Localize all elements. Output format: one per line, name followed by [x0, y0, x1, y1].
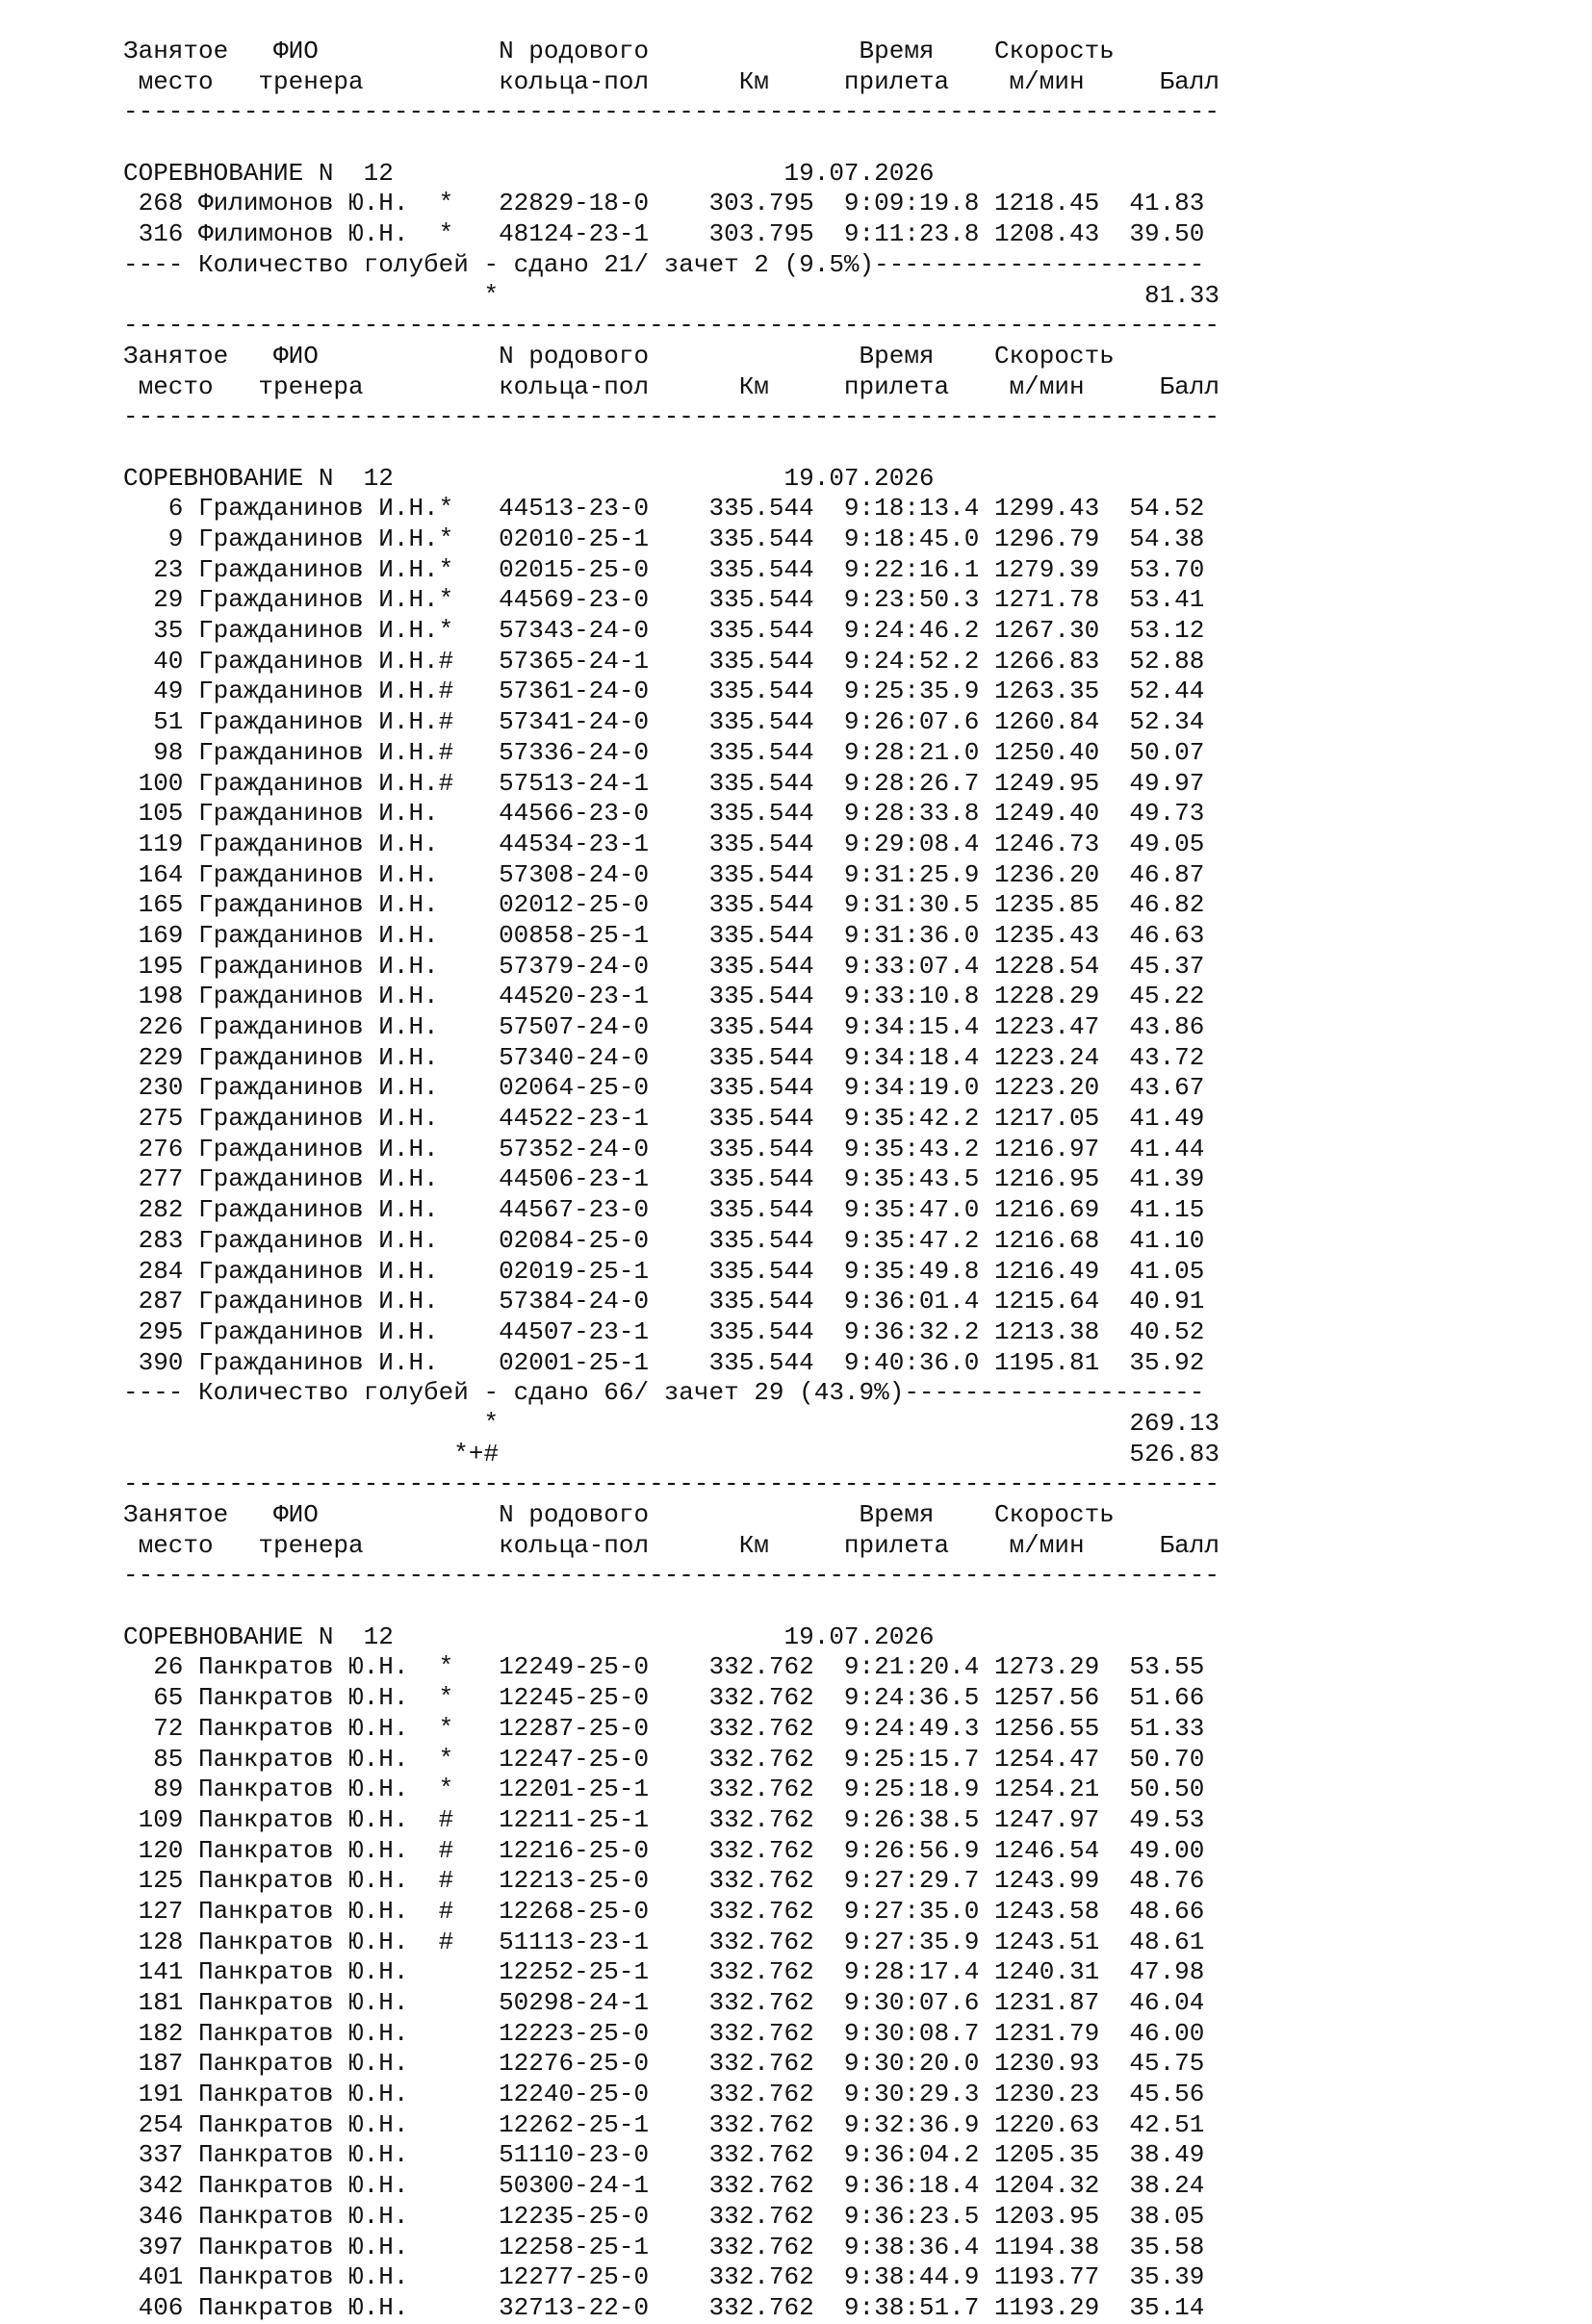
result-row: 6 Гражданинов И.Н.* 44513-23-0 335.544 9:18:13.4 1299.43 54.52: [123, 494, 1205, 524]
result-row: 229 Гражданинов И.Н. 57340-24-0 335.544 9:34:18.4 1223.24 43.72: [123, 1042, 1205, 1072]
points-total: * 269.13: [123, 1408, 1220, 1438]
result-row: 100 Гражданинов И.Н.# 57513-24-1 335.544 9:28:26.7 1249.95 49.97: [123, 768, 1205, 798]
result-row: 182 Панкратов Ю.Н. 12223-25-0 332.762 9:30:08.7 1231.79 46.00: [123, 2018, 1205, 2048]
competition-line: СОРЕВНОВАНИЕ N 12 19.07.2026: [123, 463, 935, 493]
result-row: 125 Панкратов Ю.Н. # 12213-25-0 332.762 9:27:29.7 1243.99 48.76: [123, 1866, 1205, 1896]
result-row: 165 Гражданинов И.Н. 02012-25-0 335.544 9:31:30.5 1235.85 46.82: [123, 890, 1205, 920]
result-row: 26 Панкратов Ю.Н. * 12249-25-0 332.762 9:21:20.4 1273.29 53.55: [123, 1652, 1205, 1682]
result-row: 40 Гражданинов И.Н.# 57365-24-1 335.544 9:24:52.2 1266.83 52.88: [123, 646, 1205, 676]
result-row: 35 Гражданинов И.Н.* 57343-24-0 335.544 9:24:46.2 1267.30 53.12: [123, 616, 1205, 646]
competition-line: СОРЕВНОВАНИЕ N 12 19.07.2026: [123, 158, 935, 188]
result-row: 226 Гражданинов И.Н. 57507-24-0 335.544 9:34:15.4 1223.47 43.86: [123, 1012, 1205, 1041]
result-row: 51 Гражданинов И.Н.# 57341-24-0 335.544 9:26:07.6 1260.84 52.34: [123, 707, 1205, 737]
result-row: 164 Гражданинов И.Н. 57308-24-0 335.544 9:31:25.9 1236.20 46.87: [123, 859, 1205, 889]
column-header-line-2: место тренера кольца-пол Км прилета м/мин Балл: [123, 66, 1220, 96]
result-row: 72 Панкратов Ю.Н. * 12287-25-0 332.762 9:24:49.3 1256.55 51.33: [123, 1713, 1205, 1743]
result-row: 187 Панкратов Ю.Н. 12276-25-0 332.762 9:30:20.0 1230.93 45.75: [123, 2049, 1205, 2079]
result-row: 406 Панкратов Ю.Н. 32713-22-0 332.762 9:38:51.7 1193.29 35.14: [123, 2292, 1205, 2322]
divider-line: -------------------------------------------------------------------------: [123, 97, 1220, 127]
pigeon-count-summary: ---- Количество голубей - сдано 66/ зачет 29 (43.9%)--------------------: [123, 1378, 1205, 1408]
result-row: 85 Панкратов Ю.Н. * 12247-25-0 332.762 9:25:15.7 1254.47 50.70: [123, 1744, 1205, 1774]
result-row: 9 Гражданинов И.Н.* 02010-25-1 335.544 9:18:45.0 1296.79 54.38: [123, 524, 1205, 553]
result-row: 119 Гражданинов И.Н. 44534-23-1 335.544 9:29:08.4 1246.73 49.05: [123, 829, 1205, 858]
result-row: 284 Гражданинов И.Н. 02019-25-1 335.544 9:35:49.8 1216.49 41.05: [123, 1256, 1205, 1286]
result-row: 346 Панкратов Ю.Н. 12235-25-0 332.762 9:36:23.5 1203.95 38.05: [123, 2201, 1205, 2231]
result-row: 105 Гражданинов И.Н. 44566-23-0 335.544 9:28:33.8 1249.40 49.73: [123, 799, 1205, 829]
result-row: 181 Панкратов Ю.Н. 50298-24-1 332.762 9:30:07.6 1231.87 46.04: [123, 1988, 1205, 2017]
competition-line: СОРЕВНОВАНИЕ N 12 19.07.2026: [123, 1622, 935, 1651]
result-row: 254 Панкратов Ю.Н. 12262-25-1 332.762 9:32:36.9 1220.63 42.51: [123, 2109, 1205, 2139]
divider-line: -------------------------------------------------------------------------: [123, 1561, 1220, 1591]
result-row: 276 Гражданинов И.Н. 57352-24-0 335.544 9:35:43.2 1216.97 41.44: [123, 1134, 1205, 1163]
result-row: 282 Гражданинов И.Н. 44567-23-0 335.544 9:35:47.0 1216.69 41.15: [123, 1195, 1205, 1225]
column-header-line-2: место тренера кольца-пол Км прилета м/мин Балл: [123, 1530, 1220, 1560]
result-row: 65 Панкратов Ю.Н. * 12245-25-0 332.762 9:24:36.5 1257.56 51.66: [123, 1683, 1205, 1713]
result-row: 141 Панкратов Ю.Н. 12252-25-1 332.762 9:28:17.4 1240.31 47.98: [123, 1957, 1205, 1987]
result-row: 191 Панкратов Ю.Н. 12240-25-0 332.762 9:30:29.3 1230.23 45.56: [123, 2080, 1205, 2109]
result-row: 127 Панкратов Ю.Н. # 12268-25-0 332.762 9:27:35.0 1243.58 48.66: [123, 1896, 1205, 1926]
result-row: 230 Гражданинов И.Н. 02064-25-0 335.544 9:34:19.0 1223.20 43.67: [123, 1073, 1205, 1103]
result-row: 198 Гражданинов И.Н. 44520-23-1 335.544 9:33:10.8 1228.29 45.22: [123, 982, 1205, 1011]
result-row: 169 Гражданинов И.Н. 00858-25-1 335.544 9:31:36.0 1235.43 46.63: [123, 920, 1205, 950]
result-row: 23 Гражданинов И.Н.* 02015-25-0 335.544 9:22:16.1 1279.39 53.70: [123, 554, 1205, 584]
points-total: * 81.33: [123, 280, 1220, 310]
result-row: 98 Гражданинов И.Н.# 57336-24-0 335.544 9:28:21.0 1250.40 50.07: [123, 737, 1205, 767]
column-header-line-2: место тренера кольца-пол Км прилета м/мин Балл: [123, 371, 1220, 401]
result-row: 120 Панкратов Ю.Н. # 12216-25-0 332.762 9:26:56.9 1246.54 49.00: [123, 1835, 1205, 1865]
column-header-line-1: Занятое ФИО N родового Время Скорость: [123, 37, 1115, 65]
result-row: 287 Гражданинов И.Н. 57384-24-0 335.544 9:36:01.4 1215.64 40.91: [123, 1287, 1205, 1316]
result-row: 89 Панкратов Ю.Н. * 12201-25-1 332.762 9:25:18.9 1254.21 50.50: [123, 1775, 1205, 1804]
divider-line: -------------------------------------------------------------------------: [123, 1469, 1220, 1499]
result-row: 268 Филимонов Ю.Н. * 22829-18-0 303.795 9:09:19.8 1218.45 41.83: [123, 189, 1205, 218]
pigeon-count-summary: ---- Количество голубей - сдано 21/ зачет 2 (9.5%)----------------------: [123, 249, 1205, 279]
result-row: 397 Панкратов Ю.Н. 12258-25-1 332.762 9:38:36.4 1194.38 35.58: [123, 2232, 1205, 2261]
result-row: 342 Панкратов Ю.Н. 50300-24-1 332.762 9:36:18.4 1204.32 38.24: [123, 2171, 1205, 2201]
result-row: 49 Гражданинов И.Н.# 57361-24-0 335.544 9:25:35.9 1263.35 52.44: [123, 677, 1205, 706]
result-row: 390 Гражданинов И.Н. 02001-25-1 335.544 9:40:36.0 1195.81 35.92: [123, 1347, 1205, 1377]
divider-line: -------------------------------------------------------------------------: [123, 311, 1220, 341]
column-header-line-1: Занятое ФИО N родового Время Скорость: [123, 341, 1115, 370]
result-row: 283 Гражданинов И.Н. 02084-25-0 335.544 9:35:47.2 1216.68 41.10: [123, 1225, 1205, 1255]
points-total: *+# 526.83: [123, 1439, 1220, 1468]
result-row: 29 Гражданинов И.Н.* 44569-23-0 335.544 9:23:50.3 1271.78 53.41: [123, 585, 1205, 615]
results-document: [123, 37, 1220, 2324]
result-row: 277 Гражданинов И.Н. 44506-23-1 335.544 9:35:43.5 1216.95 41.39: [123, 1164, 1205, 1194]
result-row: 316 Филимонов Ю.Н. * 48124-23-1 303.795 9:11:23.8 1208.43 39.50: [123, 219, 1205, 249]
divider-line: -------------------------------------------------------------------------: [123, 402, 1220, 432]
result-row: 128 Панкратов Ю.Н. # 51113-23-1 332.762 9:27:35.9 1243.51 48.61: [123, 1927, 1205, 1956]
result-row: 295 Гражданинов И.Н. 44507-23-1 335.544 9:36:32.2 1213.38 40.52: [123, 1316, 1205, 1346]
result-row: 401 Панкратов Ю.Н. 12277-25-0 332.762 9:38:44.9 1193.77 35.39: [123, 2262, 1205, 2292]
column-header-line-1: Занятое ФИО N родового Время Скорость: [123, 1500, 1115, 1529]
result-row: 337 Панкратов Ю.Н. 51110-23-0 332.762 9:36:04.2 1205.35 38.49: [123, 2140, 1205, 2170]
result-row: 195 Гражданинов И.Н. 57379-24-0 335.544 9:33:07.4 1228.54 45.37: [123, 951, 1205, 981]
result-row: 109 Панкратов Ю.Н. # 12211-25-1 332.762 9:26:38.5 1247.97 49.53: [123, 1804, 1205, 1834]
result-row: 275 Гражданинов И.Н. 44522-23-1 335.544 9:35:42.2 1217.05 41.49: [123, 1104, 1205, 1134]
